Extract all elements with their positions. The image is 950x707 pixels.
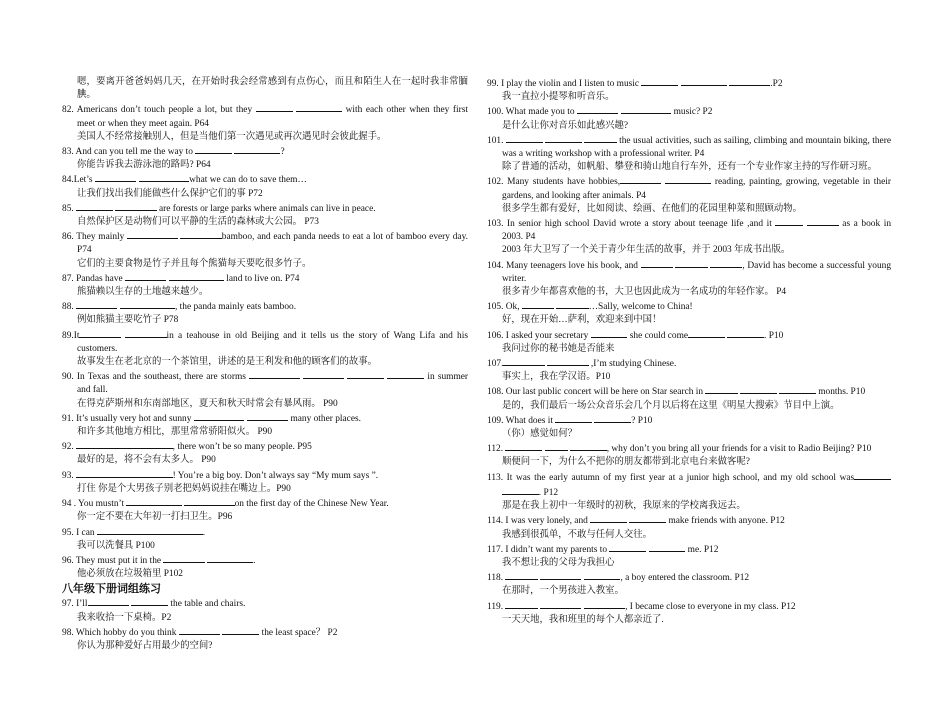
fill-in-blank[interactable] bbox=[590, 513, 627, 523]
chinese-translation: 事实上，我在学汉语。P10 bbox=[502, 372, 611, 383]
exercise-sentence: 101. the usual activities, such as sailing, climbing and mountain biking, there was a writing workshop with a professional writer. P4 bbox=[487, 133, 891, 161]
fill-in-blank[interactable] bbox=[95, 172, 136, 182]
chinese-translation: 我问过你的秘书她是否能来 bbox=[502, 343, 615, 354]
fill-in-blank[interactable] bbox=[139, 172, 190, 182]
left-column bbox=[62, 76, 468, 653]
exercise-sentence: 118. , a boy entered the classroom. P12 bbox=[487, 570, 891, 585]
fill-in-blank[interactable] bbox=[505, 441, 542, 451]
fill-in-blank[interactable] bbox=[125, 328, 166, 338]
exercise-sentence: 98. Which hobby do you think the least space？ P2 bbox=[62, 625, 468, 640]
exercise-sentence: 91. It’s usually very hot and sunny many other places. bbox=[62, 411, 468, 426]
chinese-translation: 它们的主要食物是竹子并且每个熊猫每天要吃很多竹子。 bbox=[77, 258, 312, 269]
fill-in-blank[interactable] bbox=[854, 470, 891, 480]
fill-in-blank[interactable] bbox=[807, 216, 839, 226]
fill-in-blank[interactable] bbox=[545, 133, 582, 143]
fill-in-blank[interactable] bbox=[545, 441, 568, 451]
exercise-sentence: 83. And can you tell me the way to ? bbox=[62, 144, 468, 159]
fill-in-blank[interactable] bbox=[641, 258, 673, 268]
fill-in-blank[interactable] bbox=[779, 384, 816, 394]
exercise-sentence: 88. , the panda mainly eats bamboo. bbox=[62, 299, 468, 314]
fill-in-blank[interactable] bbox=[629, 513, 666, 523]
fill-in-blank[interactable] bbox=[620, 174, 661, 184]
fill-in-blank[interactable] bbox=[76, 468, 173, 478]
fill-in-blank[interactable] bbox=[540, 570, 581, 580]
fill-in-blank[interactable] bbox=[79, 328, 120, 338]
exercise-sentence: 103. In senior high school David wrote a story about teenage life ,and it as a book in 2003. P4 bbox=[487, 216, 891, 244]
chinese-translation: 和许多其他地方相比，那里常常骄阳似火。 P90 bbox=[77, 427, 273, 438]
exercise-sentence: 90. In Texas and the southeast, there are storms in summer and fall. bbox=[62, 369, 468, 397]
chinese-translation: 2003 年大卫写了一个关于青少年生活的故事，并于 2003 年成书出版。 bbox=[502, 245, 791, 256]
exercise-sentence: 100. What made you to music? P2 bbox=[487, 104, 891, 119]
exercise-sentence: 85. are forests or large parks where animals can live in peace. bbox=[62, 201, 468, 216]
fill-in-blank[interactable] bbox=[570, 441, 607, 451]
fill-in-blank[interactable] bbox=[88, 596, 129, 606]
fill-in-blank[interactable] bbox=[303, 369, 344, 379]
chinese-translation: 好，现在开始…萨利，欢迎来到中国！ bbox=[502, 315, 662, 326]
exercise-sentence: 94 . You mustn’t on the first day of the Chinese New Year. bbox=[62, 496, 468, 511]
fill-in-blank[interactable] bbox=[547, 356, 588, 366]
exercise-sentence: 99. I play the violin and I listen to music .P2 bbox=[487, 76, 891, 91]
fill-in-blank[interactable] bbox=[522, 299, 554, 309]
exercise-sentence: 119. , I became close to everyone in my class. P12 bbox=[487, 599, 891, 614]
exercise-sentence: 106. I asked your secretary she could come . P10 bbox=[487, 328, 891, 343]
fill-in-blank[interactable] bbox=[76, 299, 117, 309]
exercise-sentence: 87. Pandas have land to live on. P74 bbox=[62, 271, 468, 286]
fill-in-blank[interactable] bbox=[387, 369, 424, 379]
chinese-translation: 打住 你是个大男孩子别老把妈妈说挂在嘴边上。P90 bbox=[77, 483, 291, 494]
fill-in-blank[interactable] bbox=[577, 104, 618, 114]
chinese-translation: 最好的是，将不会有太多人。 P90 bbox=[77, 455, 216, 466]
fill-in-blank[interactable] bbox=[131, 596, 168, 606]
fill-in-blank[interactable] bbox=[163, 553, 204, 563]
fill-in-blank[interactable] bbox=[591, 328, 628, 338]
fill-in-blank[interactable] bbox=[194, 411, 245, 421]
fill-in-blank[interactable] bbox=[184, 496, 235, 506]
fill-in-blank[interactable] bbox=[127, 229, 178, 239]
fill-in-blank[interactable] bbox=[710, 258, 742, 268]
exercise-sentence: 104. Many teenagers love his book, and , David has become a successful young writer. bbox=[487, 258, 891, 286]
fill-in-blank[interactable] bbox=[125, 271, 166, 281]
fill-in-blank[interactable] bbox=[222, 625, 259, 635]
fill-in-blank[interactable] bbox=[195, 144, 232, 154]
chinese-translation: 熊猫赖以生存的土地越来越少。 bbox=[77, 287, 209, 298]
exercise-sentence: 86. They mainly bamboo, and each panda needs to eat a lot of bamboo every day. P74 bbox=[62, 229, 468, 257]
exercise-sentence: 97. I’ll the table and chairs. bbox=[62, 596, 468, 611]
fill-in-blank[interactable] bbox=[556, 299, 588, 309]
fill-in-blank[interactable] bbox=[665, 174, 711, 184]
fill-in-blank[interactable] bbox=[688, 328, 725, 338]
chinese-translation: 顺便问一下，为什么不把你的朋友都带到北京电台来做客呢? bbox=[502, 457, 750, 468]
exercise-sentence: 92. , there won’t be so many people. P95 bbox=[62, 439, 468, 454]
fill-in-blank[interactable] bbox=[120, 299, 175, 309]
exercise-sentence: 84.Let’s what we can do to save them… bbox=[62, 172, 468, 187]
chinese-translation: 在得克萨斯州和东南部地区，夏天和秋天时常会有暴风雨。 P90 bbox=[77, 398, 338, 409]
fill-in-blank[interactable] bbox=[681, 76, 727, 86]
chinese-translation: 让我们找出我们能做些什么保护它们的事 P72 bbox=[77, 188, 263, 199]
exercise-sentence: 96. They must put it in the . bbox=[62, 553, 468, 568]
chinese-translation: 嗯，要离开爸爸妈妈几天，在开始时我会经常感到有点伤心，而且和陌生人在一起时我非常腼腆。 bbox=[77, 77, 468, 101]
fill-in-blank[interactable] bbox=[609, 542, 646, 552]
chinese-translation: 你一定不要在大年初一打扫卫生。P96 bbox=[77, 512, 233, 523]
fill-in-blank[interactable] bbox=[729, 76, 770, 86]
chinese-translation: 在那时，一个男孩进入教室。 bbox=[502, 586, 624, 597]
fill-in-blank[interactable] bbox=[249, 369, 300, 379]
chinese-translation: 我感到很孤单，不敢与任何人交往。 bbox=[502, 529, 653, 540]
chinese-translation: 除了普通的活动，如帆船、攀登和骑山地自行车外，还有一个专业作家主持的写作研习班。 bbox=[502, 162, 878, 173]
fill-in-blank[interactable] bbox=[234, 144, 280, 154]
fill-in-blank[interactable] bbox=[740, 384, 777, 394]
fill-in-blank[interactable] bbox=[503, 356, 544, 366]
fill-in-blank[interactable] bbox=[594, 413, 631, 423]
chinese-translation: 例如熊猫主要吃竹子 P78 bbox=[77, 315, 179, 326]
fill-in-blank[interactable] bbox=[347, 369, 384, 379]
chinese-translation: 很多学生都有爱好，比如阅读、绘画、在他们的花园里种菜和照顾动物。 bbox=[502, 203, 803, 214]
fill-in-blank[interactable] bbox=[207, 553, 253, 563]
chinese-translation: 你能告诉我去游泳池的路吗? P64 bbox=[77, 160, 211, 171]
chinese-translation: 我一直拉小提琴和听音乐。 bbox=[502, 92, 615, 103]
fill-in-blank[interactable] bbox=[180, 229, 221, 239]
fill-in-blank[interactable] bbox=[506, 133, 543, 143]
fill-in-blank[interactable] bbox=[247, 411, 288, 421]
section-heading: 八年级下册词组练习 bbox=[62, 582, 161, 596]
fill-in-blank[interactable] bbox=[705, 384, 737, 394]
fill-in-blank[interactable] bbox=[296, 102, 342, 112]
exercise-sentence: 113. It was the early autumn of my first year at a junior high school, and my old school was . P12 bbox=[487, 470, 891, 500]
fill-in-blank[interactable] bbox=[621, 104, 672, 114]
fill-in-blank[interactable] bbox=[505, 570, 537, 580]
fill-in-blank[interactable] bbox=[76, 201, 113, 211]
exercise-sentence: 108. Our last public concert will be here on Star search in months. P10 bbox=[487, 384, 891, 399]
exercise-sentence: 95. I can . bbox=[62, 525, 468, 540]
fill-in-blank[interactable] bbox=[649, 542, 686, 552]
chinese-translation: （你）感觉如何？ bbox=[502, 429, 578, 440]
fill-in-blank[interactable] bbox=[727, 328, 764, 338]
chinese-translation: 故事发生在老北京的一个茶馆里，讲述的是王利发和他的顾客们的故事。 bbox=[77, 357, 378, 368]
chinese-translation: 是的，我们最后一场公众音乐会几个月以后将在这里《明星大搜索》节目中上演。 bbox=[502, 400, 840, 411]
exercise-sentence: 102. Many students have hobbies, reading, painting, growing, vegetable in their gardens, and looking after animals. P4 bbox=[487, 174, 891, 202]
fill-in-blank[interactable] bbox=[179, 625, 220, 635]
right-column bbox=[487, 76, 891, 627]
exercise-sentence: 82. Americans don’t touch people a lot, but they with each other when they first meet or when they meet again. P64 bbox=[62, 102, 468, 130]
exercise-sentence: 117. I didn’t want my parents to me. P12 bbox=[487, 542, 891, 557]
chinese-translation: 我来收拾一下桌椅。P2 bbox=[77, 612, 172, 623]
fill-in-blank[interactable] bbox=[76, 439, 173, 449]
exercise-sentence: 105. Ok, …Sally, welcome to China! bbox=[487, 299, 891, 314]
fill-in-blank[interactable] bbox=[97, 525, 203, 535]
exercise-sentence: 93. ! You’re a big boy. Don’t always say “My mum says ”. bbox=[62, 468, 468, 483]
fill-in-blank[interactable] bbox=[540, 599, 581, 609]
chinese-translation: 自然保护区是动物们可以平静的生活的森林或大公园。 P73 bbox=[77, 217, 319, 228]
chinese-translation: 你认为那种爱好占用最少的空间? bbox=[77, 640, 213, 651]
exercise-sentence: 112. , why don’t you bring all your friends for a visit to Radio Beijing? P10 bbox=[487, 441, 891, 456]
exercise-sentence: 109. What does it ? P10 bbox=[487, 413, 891, 428]
exercise-sentence: 107. ,I’m studying Chinese. bbox=[487, 356, 891, 371]
exercise-sentence: 89.It in a teahouse in old Beijing and it tells us the story of Wang Lifa and his customers. bbox=[62, 328, 468, 356]
chinese-translation: 我可以洗餐具 P100 bbox=[77, 540, 155, 551]
chinese-translation: 一天天地，我和班里的每个人都亲近了. bbox=[502, 614, 664, 625]
fill-in-blank[interactable] bbox=[584, 570, 621, 580]
fill-in-blank[interactable] bbox=[584, 133, 616, 143]
chinese-translation: 我不想让我的父母为我担心 bbox=[502, 557, 615, 568]
fill-in-blank[interactable] bbox=[126, 496, 181, 506]
fill-in-blank[interactable] bbox=[675, 258, 707, 268]
fill-in-blank[interactable] bbox=[115, 201, 156, 211]
fill-in-blank[interactable] bbox=[169, 271, 224, 281]
fill-in-blank[interactable] bbox=[256, 102, 293, 112]
fill-in-blank[interactable] bbox=[502, 485, 539, 495]
fill-in-blank[interactable] bbox=[775, 216, 803, 226]
chinese-translation: 是什么让你对音乐如此感兴趣? bbox=[502, 120, 629, 131]
chinese-translation: 美国人不经常接触别人，但是当他们第一次遇见或再次遇见时会彼此握手。 bbox=[77, 131, 387, 142]
fill-in-blank[interactable] bbox=[505, 599, 537, 609]
fill-in-blank[interactable] bbox=[584, 599, 625, 609]
chinese-translation: 他必须放在垃圾箱里 P102 bbox=[77, 569, 183, 580]
fill-in-blank[interactable] bbox=[555, 413, 592, 423]
exercise-sentence: 114. I was very lonely, and make friends with anyone. P12 bbox=[487, 513, 891, 528]
fill-in-blank[interactable] bbox=[641, 76, 678, 86]
chinese-translation: 很多青少年都喜欢他的书，大卫也因此成为一名成功的年轻作家。 P4 bbox=[502, 287, 787, 298]
chinese-translation: 那是在我上初中一年级时的初秋，我原来的学校离我远去。 bbox=[502, 501, 746, 512]
